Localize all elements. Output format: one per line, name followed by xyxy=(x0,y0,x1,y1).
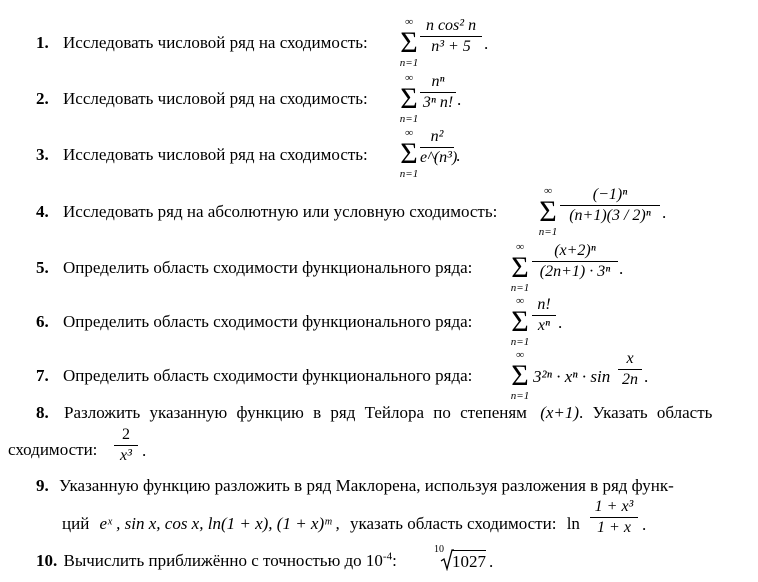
item-number: 5. xyxy=(36,258,49,277)
exponent: -4 xyxy=(382,550,393,563)
sum-symbol: ∞ Σ n=1 xyxy=(399,72,419,125)
fraction: 1 + x³ 1 + x xyxy=(590,498,638,537)
fraction: (x+2)ⁿ (2n+1) · 3ⁿ xyxy=(532,242,618,281)
period: . xyxy=(558,313,563,332)
period: . xyxy=(456,146,461,165)
sum-symbol: ∞ Σ n=1 xyxy=(510,349,530,402)
radicand: 1027 xyxy=(452,552,486,571)
item-text: Определить область сходимости функционального ряда: xyxy=(63,258,473,277)
item-number: 10. xyxy=(36,551,58,570)
item-2 xyxy=(36,90,368,107)
item-5 xyxy=(36,259,472,276)
item-number: 2. xyxy=(36,89,49,108)
fraction: nⁿ 3ⁿ n! xyxy=(420,73,456,112)
item-text: Исследовать числовой ряд на сходимость: xyxy=(63,89,368,108)
item-number: 1. xyxy=(36,33,49,52)
function-list: eˣ , sin x, cos x, ln(1 + x), (1 + x)ᵐ , xyxy=(99,514,340,533)
item-6 xyxy=(36,313,472,330)
item-text: указать область сходимости: xyxy=(349,514,557,533)
item-9-line-1 xyxy=(36,477,674,494)
period: . xyxy=(142,441,147,460)
item-8-line-2 xyxy=(8,441,97,458)
item-text: Указанную функцию разложить в ряд Маклорена, используя разложения в ряд функ- xyxy=(59,476,674,495)
period: . xyxy=(489,552,494,571)
fraction: n² e^(n³) xyxy=(420,128,458,166)
item-text: Исследовать ряд на абсолютную или условную сходимость: xyxy=(63,202,498,221)
fraction: 2 x³ xyxy=(114,426,138,465)
item-text: Определить область сходимости функционального ряда: xyxy=(63,366,473,385)
period: . xyxy=(457,90,462,109)
period: . xyxy=(619,259,624,278)
period: . xyxy=(484,34,489,53)
item-3 xyxy=(36,146,368,163)
series-term: 3²ⁿ · xⁿ · sin xyxy=(533,367,611,386)
item-text: Определить область сходимости функционального ряда: xyxy=(63,312,473,331)
item-number: 3. xyxy=(36,145,49,164)
colon: : xyxy=(392,551,397,570)
item-number: 6. xyxy=(36,312,49,331)
item-10 xyxy=(36,552,397,569)
item-text: Исследовать числовой ряд на сходимость: xyxy=(63,33,368,52)
root-index: 10 xyxy=(434,544,444,555)
ln-label: ln xyxy=(566,514,580,533)
item-text: Исследовать числовой ряд на сходимость: xyxy=(63,145,368,164)
power-base: (x+1) xyxy=(540,403,580,422)
item-number: 7. xyxy=(36,366,49,385)
item-8-line-1 xyxy=(36,404,712,421)
period: . xyxy=(662,203,667,222)
sum-symbol: ∞ Σ n=1 xyxy=(399,127,419,180)
period: . xyxy=(642,515,647,534)
item-text: ций xyxy=(62,514,90,533)
item-text: Вычислить приближённо с точностью до 10 xyxy=(63,551,383,570)
period: . xyxy=(644,367,649,386)
sum-symbol: ∞ Σ n=1 xyxy=(538,185,558,238)
item-number: 4. xyxy=(36,202,49,221)
item-4 xyxy=(36,203,497,220)
fraction: n! xⁿ xyxy=(532,296,556,335)
item-number: 8. xyxy=(36,403,49,422)
sum-symbol: ∞ Σ n=1 xyxy=(510,241,530,294)
fraction: x 2n xyxy=(618,350,642,389)
fraction: (−1)ⁿ (n+1)(3 / 2)ⁿ xyxy=(560,186,660,225)
fraction: n cos² n n³ + 5 xyxy=(420,17,482,56)
item-text: сходимости: xyxy=(8,440,98,459)
item-number: 9. xyxy=(36,476,49,495)
sum-symbol: ∞ Σ n=1 xyxy=(399,16,419,69)
item-9-line-2 xyxy=(62,515,580,532)
sum-symbol: ∞ Σ n=1 xyxy=(510,295,530,348)
item-text: Разложить указанную функцию в ряд Тейлора по степеням xyxy=(64,403,527,422)
item-text-end: . Указать область xyxy=(579,403,713,422)
item-7 xyxy=(36,367,472,384)
item-1 xyxy=(36,34,368,51)
